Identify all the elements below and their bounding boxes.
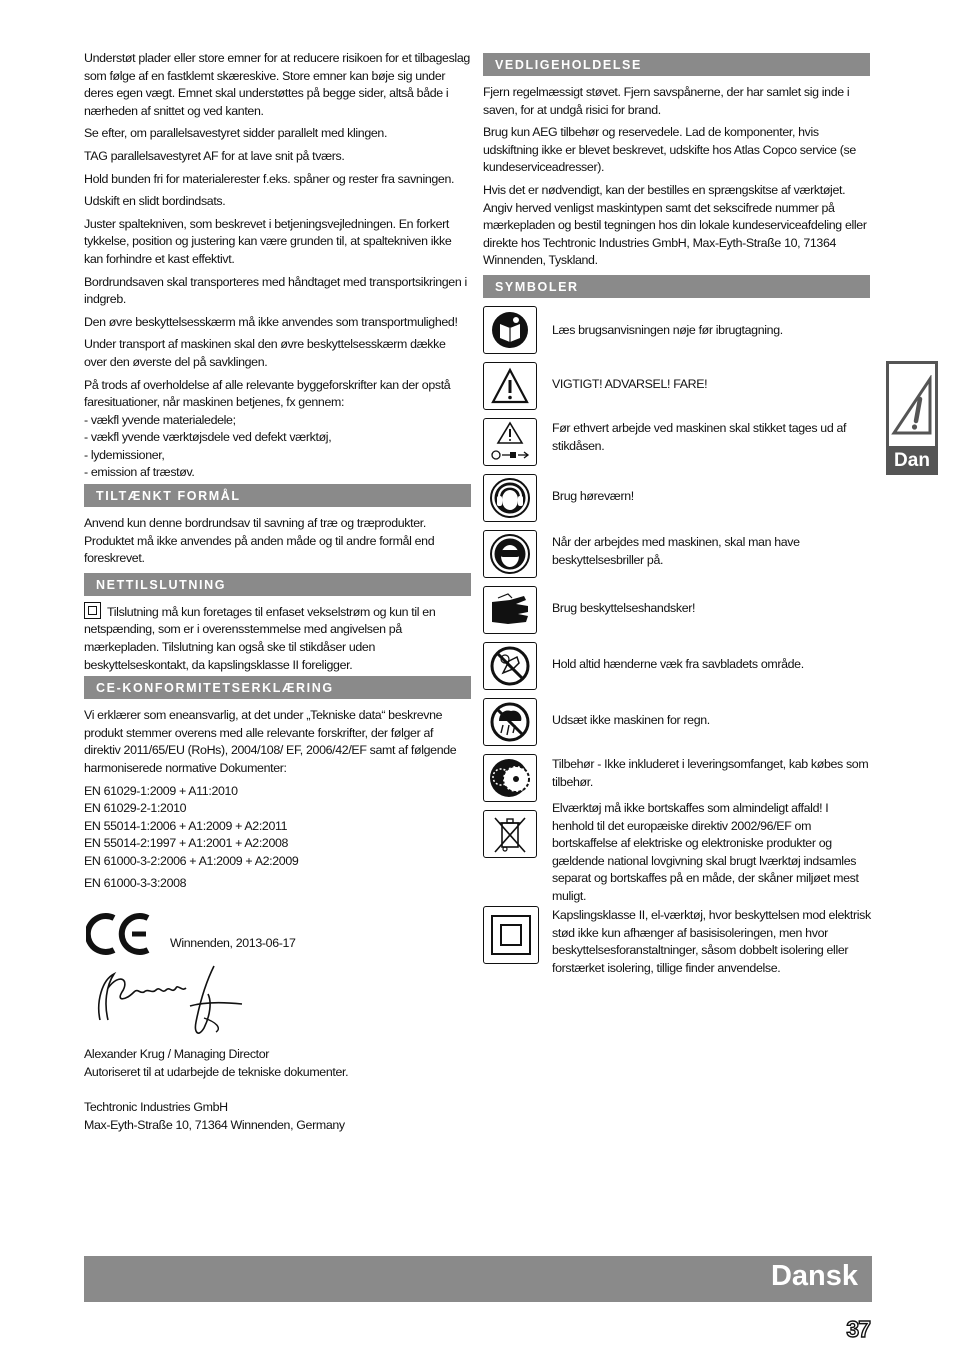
safety-paragraph: Bordrundsaven skal transporteres med håndtaget med transportsikringen i indgreb.	[84, 274, 467, 307]
intended-use-text: Anvend kun denne bordrundsav til savning af træ og træprodukter. Produktet må ikke anvendes på anden måde og til andre formål end foreskrevet.	[84, 516, 435, 566]
symbol-text: Hold altid hænderne væk fra savbladets område.	[552, 656, 804, 671]
warning-triangle-icon	[890, 375, 934, 435]
maintenance-paragraphs	[483, 84, 870, 270]
safety-paragraph: Juster spaltekniven, som beskrevet i betjeningsvejledningen. En forkert tykkelse, position og justering kan være grunden til, at spaltekniven ikke kan forhindre et kast effektivt.	[84, 216, 452, 266]
ce-signature-block	[84, 906, 471, 1046]
class-ii-icon	[483, 906, 539, 964]
standard-item: EN 55014-1:2006 + A1:2009 + A2:2011	[84, 818, 288, 833]
symbol-text: Elværktøj må ikke bortskaffes som almindeligt affald! I henhold til det europæiske direktiv 2002/96/EF om bortskaffelse af elektriske og elektroniske produkter og gældende national lovgivning skal brugt lværktøj indsamles separat og bortskaffes på en måde, der skåner miljøet mest muligt.	[552, 800, 859, 903]
left-column	[84, 50, 471, 1135]
ear-protection-icon	[483, 474, 537, 522]
language-tab-label: Dan	[894, 450, 930, 471]
signature-icon	[86, 958, 256, 1042]
company-address: Max-Eyth-Straße 10, 71364 Winnenden, Germany	[84, 1117, 345, 1132]
safety-glasses-icon	[483, 530, 537, 578]
risk-list	[84, 377, 471, 483]
symbol-text: Brug beskyttelseshandsker!	[552, 600, 696, 615]
standard-item: EN 55014-2:1997 + A1:2001 + A2:2008	[84, 836, 289, 851]
symbol-text: Udsæt ikke maskinen for regn.	[552, 712, 710, 727]
symbol-text: Brug høreværn!	[552, 488, 634, 503]
place-date: Winnenden, 2013-06-17	[170, 936, 296, 951]
language-tab	[886, 361, 938, 475]
section-header-maintenance: VEDLIGEHOLDELSE	[483, 53, 870, 76]
maintenance-paragraph: Brug kun AEG tilbehør og reservedele. Lad de komponenter, hvis udskiftning ikke er blevet beskrevet, udskifte hos Atlas Copco service (se kundeserviceadresser).	[483, 125, 856, 175]
footer-language-title: Dansk	[770, 1260, 858, 1292]
standard-last: EN 61000-3-3:2008	[84, 875, 187, 890]
standards-list	[84, 783, 471, 871]
safety-paragraphs	[84, 50, 471, 372]
symbols-list	[483, 306, 870, 1006]
safety-paragraph: TAG parallelsavestyret AF for at lave snit på tværs.	[84, 148, 345, 163]
signatory-block	[84, 1046, 471, 1134]
authorized-text: Autoriseret til at udarbejde de tekniske dokumenter.	[84, 1064, 349, 1079]
standard-item: EN 61029-2-1:2010	[84, 801, 187, 816]
section-header-mains: NETTILSLUTNING	[84, 573, 471, 596]
section-header-symbols: SYMBOLER	[483, 275, 870, 298]
mains-text: Tilslutning må kun foretages til enfaset vekselstrøm og kun til en netspænding, som er i overensstemmelse med angivelsen på mærkepladen. Tilslutning kan også ske til stikdåser uden beskyttelseskontakt, da kapslingsklasse II foreligger.	[84, 604, 471, 674]
section-header-intended-use: TILTÆNKT FORMÅL	[84, 484, 471, 507]
symbol-text: Tilbehør - Ikke inkluderet i leveringsomfanget, kab købes som tilbehør.	[552, 756, 869, 789]
footer-bar	[84, 1256, 872, 1302]
read-manual-icon	[483, 306, 537, 354]
standard-item: EN 61029-1:2009 + A11:2010	[84, 783, 238, 798]
accessory-blade-icon	[483, 754, 537, 802]
risk-item: - vækfl yvende værktøjsdele ved defekt værktøj,	[84, 430, 332, 445]
no-rain-icon	[483, 698, 537, 746]
company-name: Techtronic Industries GmbH	[84, 1100, 228, 1115]
risk-item: - lydemissioner,	[84, 447, 165, 462]
right-column	[483, 50, 870, 1006]
spacer	[84, 1081, 471, 1099]
safety-paragraph: Hold bunden fri for materialerester f.eks. spåner og rester fra savningen.	[84, 171, 455, 186]
safety-paragraph: Den øvre beskyttelsesskærm må ikke anvendes som transportmulighed!	[84, 314, 458, 329]
risk-intro: På trods af overholdelse af alle relevante byggeforskrifter kan der opstå faresituationer, når maskinen betjenes, fx gennem:	[84, 377, 451, 410]
symbol-text: Kapslingsklasse II, el-værktøj, hvor beskyttelsen mod elektrisk stød ikke kun afhænger af basisisoleringen, men hvor beskyttelsesforanstaltninger, såsom dobbelt isolering eller forstærket isolering, tillige finder anvendelse.	[552, 907, 871, 975]
warning-triangle-icon	[483, 362, 537, 410]
safety-paragraph: Under transport af maskinen skal den øvre beskyttelsesskærm dække over den øverste del på savklingen.	[84, 337, 446, 369]
ce-declaration-text: Vi erklærer som eneansvarlig, at det under „Tekniske data“ beskrevne produkt stemmer overens med alle relevante forskrifter, der følger af direktiv 2011/65/EU (RoHs), 2004/108/ EF, 2006/42/EF samt af følgende harmoniserede normative Dokumenter:	[84, 708, 457, 775]
risk-item: - vækfl yvende materialedele;	[84, 412, 236, 427]
symbol-text: Før ethvert arbejde ved maskinen skal stikket tages ud af stikdåsen.	[552, 420, 847, 453]
standard-item: EN 61000-3-2:2006 + A1:2009 + A2:2009	[84, 853, 299, 868]
protective-gloves-icon	[483, 586, 537, 634]
symbol-text: Når der arbejdes med maskinen, skal man have beskyttelsesbriller på.	[552, 534, 800, 567]
class-ii-small-icon	[84, 602, 101, 619]
signatory-name: Alexander Krug / Managing Director	[84, 1047, 270, 1062]
maintenance-paragraph: Fjern regelmæssigt støvet. Fjern savspånerne, der har samlet sig inde i saven, for at undgå risici for brand.	[483, 85, 850, 117]
hands-away-icon	[483, 642, 537, 690]
page-number: 37	[846, 1316, 870, 1342]
ce-mark-icon	[86, 912, 152, 956]
unplug-warning-icon	[483, 418, 537, 466]
symbol-text: VIGTIGT! ADVARSEL! FARE!	[552, 376, 708, 391]
maintenance-paragraph: Hvis det er nødvendigt, kan der bestilles en sprængskitse af værktøjet. Angiv herved venligst maskintypen samt det sekscifrede nummer på mærkepladen og bestil tegningen hos din lokale kundeserviceafdeling eller direkte hos Techtronic Industries GmbH, Max-Eyth-Straße 10, 71364 Winnenden, Tyskland.	[483, 182, 867, 268]
safety-paragraph: Understøt plader eller store emner for at reducere risikoen for et tilbageslag som følge af en fastklemt skæreskive. Store emner kan bøje sig under deres egen vægt. Emnet skal understøttes på begge sider, altså både i nærheden af snittet og ved kanten.	[84, 51, 470, 118]
weee-bin-icon	[483, 810, 537, 858]
section-header-ce: CE-KONFORMITETSERKLÆRING	[84, 676, 471, 699]
safety-paragraph: Udskift en slidt bordindsats.	[84, 194, 226, 209]
symbol-text: Læs brugsanvisningen nøje før ibrugtagning.	[552, 322, 783, 337]
safety-paragraph: Se efter, om parallelsavestyret sidder parallelt med klingen.	[84, 126, 388, 141]
risk-item: - emission af træstøv.	[84, 465, 195, 480]
